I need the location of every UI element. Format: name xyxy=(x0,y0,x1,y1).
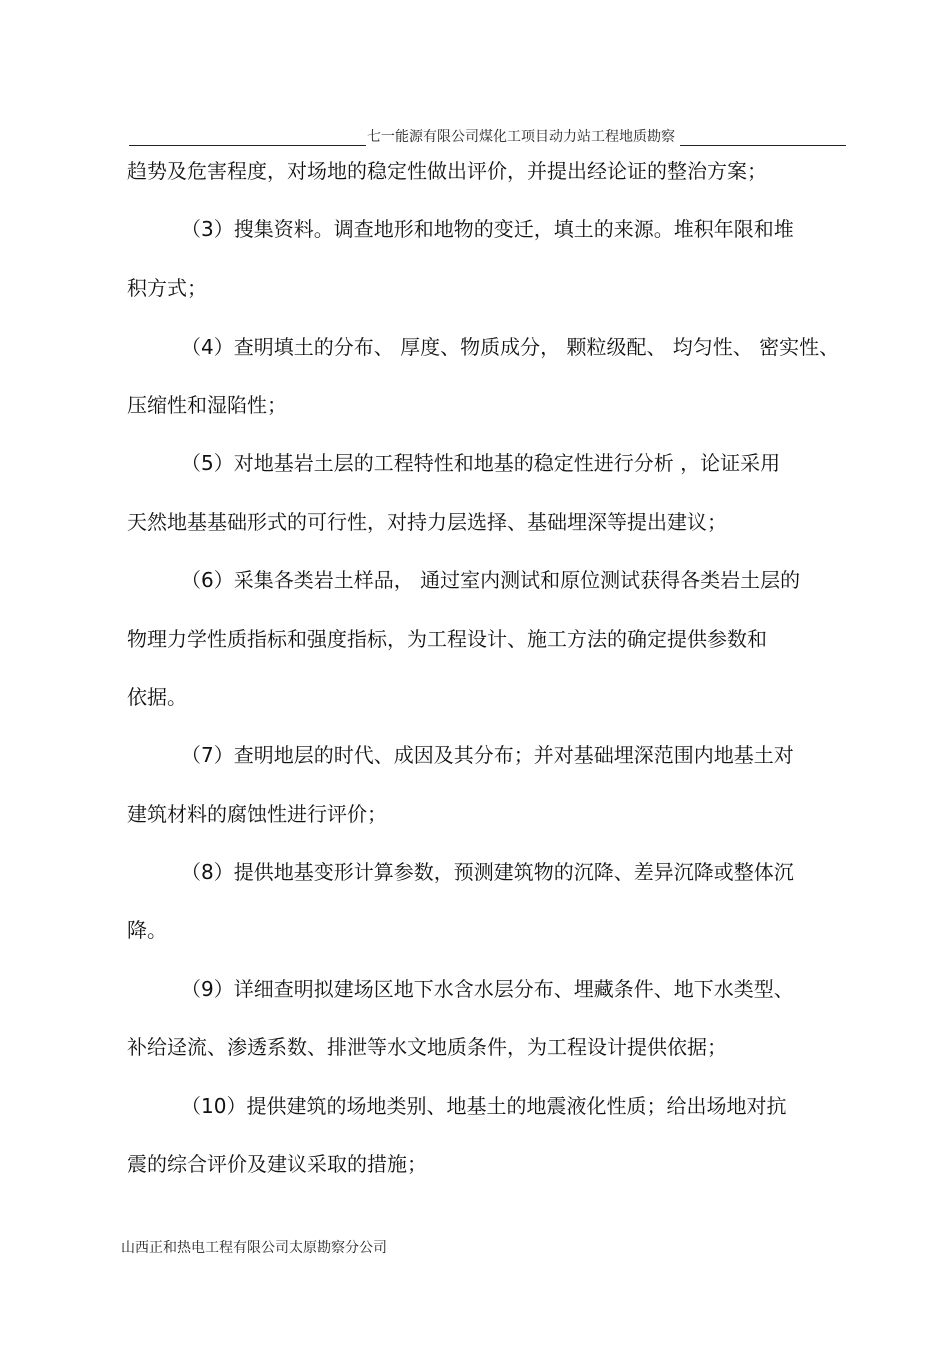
text-line: 依据。 xyxy=(127,685,187,709)
text-line: （8）提供地基变形计算参数，预测建筑物的沉降、差异沉降或整体沉 xyxy=(181,860,794,884)
header-rule-right xyxy=(680,145,846,146)
text-line: （9）详细查明拟建场区地下水含水层分布、埋藏条件、地下水类型、 xyxy=(181,977,794,1001)
text-line: 趋势及危害程度，对场地的稳定性做出评价，并提出经论证的整治方案； xyxy=(127,159,767,183)
text-line: （4）查明填土的分布、 厚度、物质成分， 颗粒级配、 均匀性、 密实性、 xyxy=(181,335,840,359)
text-line: （7）查明地层的时代、成因及其分布；并对基础埋深范围内地基土对 xyxy=(181,743,794,767)
footer-company: 山西正和热电工程有限公司太原勘察分公司 xyxy=(121,1240,387,1256)
text-line: 补给迳流、渗透系数、排泄等水文地质条件，为工程设计提供依据； xyxy=(127,1035,727,1059)
header-title: 七一能源有限公司煤化工项目动力站工程地质勘察 xyxy=(367,129,675,145)
text-line: （3）搜集资料。调查地形和地物的变迁，填土的来源。堆积年限和堆 xyxy=(181,217,794,241)
text-line: 降。 xyxy=(127,918,167,942)
text-line: （6）采集各类岩土样品， 通过室内测试和原位测试获得各类岩土层的 xyxy=(181,568,801,592)
text-line: 物理力学性质指标和强度指标，为工程设计、施工方法的确定提供参数和 xyxy=(127,627,767,651)
text-line: 积方式； xyxy=(127,276,207,300)
text-line: 建筑材料的腐蚀性进行评价； xyxy=(127,802,387,826)
text-line: 天然地基基础形式的可行性，对持力层选择、基础埋深等提出建议； xyxy=(127,510,727,534)
text-line: 压缩性和湿陷性； xyxy=(127,393,287,417)
header-rule-left xyxy=(129,145,366,146)
text-line: （10）提供建筑的场地类别、地基土的地震液化性质；给出场地对抗 xyxy=(181,1094,787,1118)
text-line: （5）对地基岩土层的工程特性和地基的稳定性进行分析 ，论证采用 xyxy=(181,451,781,475)
text-line: 震的综合评价及建议采取的措施； xyxy=(127,1152,427,1176)
